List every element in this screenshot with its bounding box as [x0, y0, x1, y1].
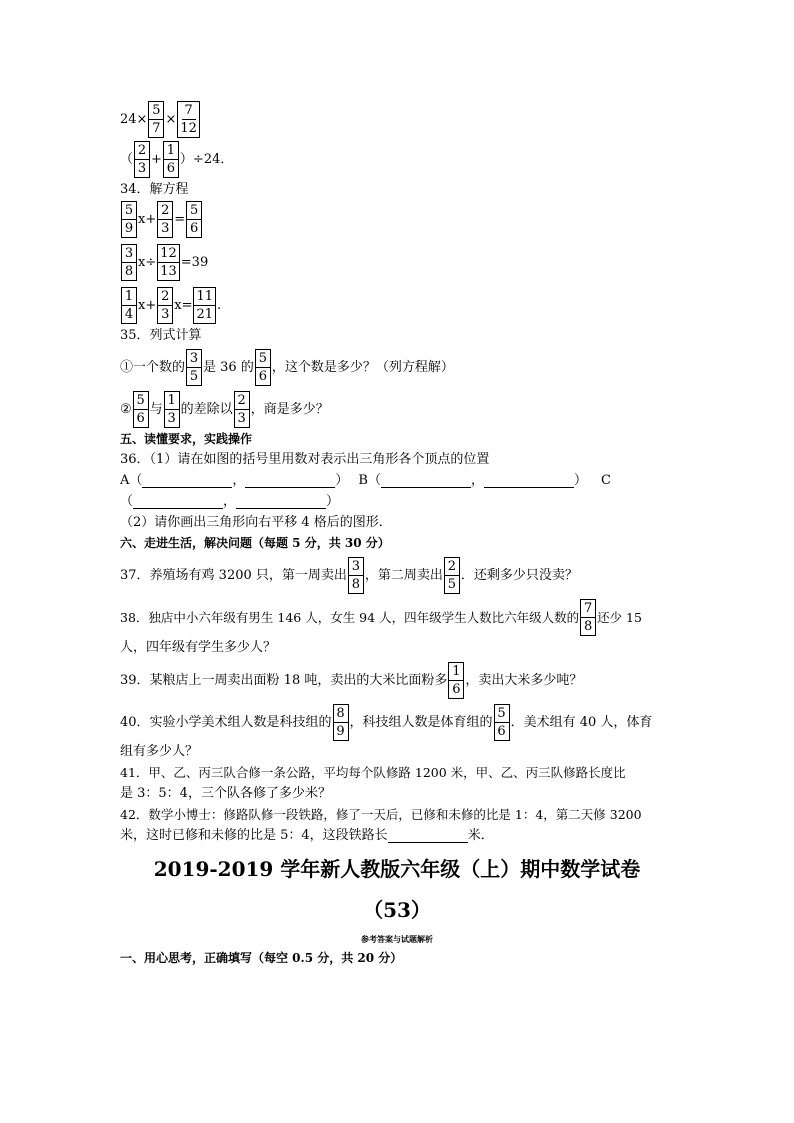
fraction: $\frac{2}{3}$: [234, 391, 250, 428]
q35-part-1: ①一个数的 $\frac{3}{5}$ 是 36 的 $\frac{5}{6}$ ，这个数是多少？（列方程解）: [120, 351, 454, 384]
answer-blank[interactable]: [133, 496, 223, 509]
answer-blank[interactable]: [388, 830, 468, 843]
fraction: $\frac{3}{8}$: [121, 244, 137, 281]
q42-line-1: 42．数学小博士：修路队修一段铁路，修了一天后，已修和未修的比是 1：4，第二天修 3200: [120, 807, 642, 822]
fraction: $\frac{2}{3}$: [157, 201, 173, 238]
q34-heading: 34．解方程: [120, 182, 189, 197]
q37: 37．养殖场有鸡 3200 只，第一周卖出 $\frac{3}{8}$ ，第二周卖出 $\frac{2}{5}$ ．还剩多少只没卖？: [120, 559, 578, 592]
calc-line-1: 24× $\frac{5}{7}$ × $\frac{7}{12}$: [120, 101, 201, 138]
answer-blank[interactable]: [484, 475, 574, 488]
q41-line-1: 41．甲、乙、丙三队合修一条公路，平均每个队修路 1200 米，甲、乙、丙三队修路长度比: [120, 765, 626, 780]
fraction: $\frac{2}{3}$: [157, 287, 173, 324]
q36-line-1: 36．（1）请在如图的括号里用数对表示出三角形各个顶点的位置: [120, 452, 490, 467]
q36-line-4: （2）请你画出三角形向右平移 4 格后的图形．: [120, 515, 392, 530]
q39: 39．某粮店上一周卖出面粉 18 吨，卖出的大米比面粉多 $\frac{1}{6}$ ，卖出大米多少吨？: [120, 664, 583, 697]
q38-line-2: 人，四年级有学生多少人？: [120, 640, 277, 655]
fraction: $\frac{11}{21}$: [193, 287, 216, 324]
q36-line-2: A（ ， ） B（ ， ） C: [120, 473, 611, 488]
q38-line-1: 38．独店中小六年级有男生 146 人，女生 94 人，四年级学生人数比六年级人数的 $\frac{7}{8}$ 还少 15: [120, 601, 642, 634]
fraction: $\frac{5}{6}$: [255, 349, 271, 386]
answer-blank[interactable]: [236, 496, 326, 509]
answers-section-1-heading: 一、用心思考，正确填写（每空 0.5 分，共 20 分）: [120, 951, 403, 965]
fraction: $\frac{1}{6}$: [163, 141, 179, 178]
answer-blank[interactable]: [142, 475, 232, 488]
fraction: $\frac{3}{8}$: [348, 557, 364, 594]
fraction: $\frac{12}{13}$: [157, 244, 180, 281]
fraction: $\frac{7}{12}$: [177, 101, 200, 138]
fraction: $\frac{2}{3}$: [134, 141, 150, 178]
fraction: $\frac{5}{7}$: [148, 101, 164, 138]
fraction: $\frac{5}{6}$: [494, 704, 510, 741]
section-6-heading: 六、走进生活，解决问题（每题 5 分，共 30 分）: [120, 536, 390, 550]
fraction: $\frac{3}{5}$: [186, 349, 202, 386]
q35-part-2: ② $\frac{5}{6}$ 与 $\frac{1}{3}$ 的差除以 $\frac{2}{3}$ ，商是多少？: [120, 393, 329, 426]
q42-line-2: 米，这时已修和未修的比是 5：4，这段铁路长 米．: [120, 828, 494, 843]
exam-number: （53）: [363, 898, 431, 922]
fraction: $\frac{1}{6}$: [448, 662, 464, 699]
answers-subtitle: 参考答案与试题解析: [361, 934, 433, 944]
exam-title: 2019-2019 学年新人教版六年级（上）期中数学试卷: [153, 857, 641, 881]
fraction: $\frac{7}{8}$: [580, 599, 596, 636]
fraction: $\frac{8}{9}$: [333, 704, 349, 741]
q40-line-1: 40．实验小学美术组人数是科技组的 $\frac{8}{9}$ ，科技组人数是体育组的 $\frac{5}{6}$ ．美术组有 40 人，体育: [120, 706, 653, 739]
fraction: $\frac{5}{6}$: [186, 201, 202, 238]
answer-blank[interactable]: [245, 475, 335, 488]
q40-line-2: 组有多少人？: [120, 744, 199, 759]
q35-heading: 35．列式计算: [120, 328, 202, 343]
fraction: $\frac{1}{4}$: [121, 287, 137, 324]
fraction: $\frac{5}{9}$: [121, 201, 137, 238]
fraction: $\frac{5}{6}$: [133, 391, 149, 428]
q36-line-3: （ ， ）: [120, 494, 340, 509]
calc-line-2: （ $\frac{2}{3}$ + $\frac{1}{6}$ ）÷24．: [120, 143, 234, 176]
q34-equation-2: $\frac{3}{8}$ x÷ $\frac{12}{13}$ =39: [120, 244, 208, 281]
section-5-heading: 五、读懂要求，实践操作: [120, 432, 253, 446]
fraction: $\frac{2}{5}$: [444, 557, 460, 594]
answer-blank[interactable]: [381, 475, 471, 488]
fraction: $\frac{1}{3}$: [164, 391, 180, 428]
q34-equation-1: $\frac{5}{9}$ x+ $\frac{2}{3}$ = $\frac{5}{6}$: [120, 201, 203, 238]
q41-line-2: 是 3：5：4，三个队各修了多少米？: [120, 786, 331, 801]
q34-equation-3: $\frac{1}{4}$ x+ $\frac{2}{3}$ x= $\frac{11}{21}$ .: [120, 287, 221, 324]
